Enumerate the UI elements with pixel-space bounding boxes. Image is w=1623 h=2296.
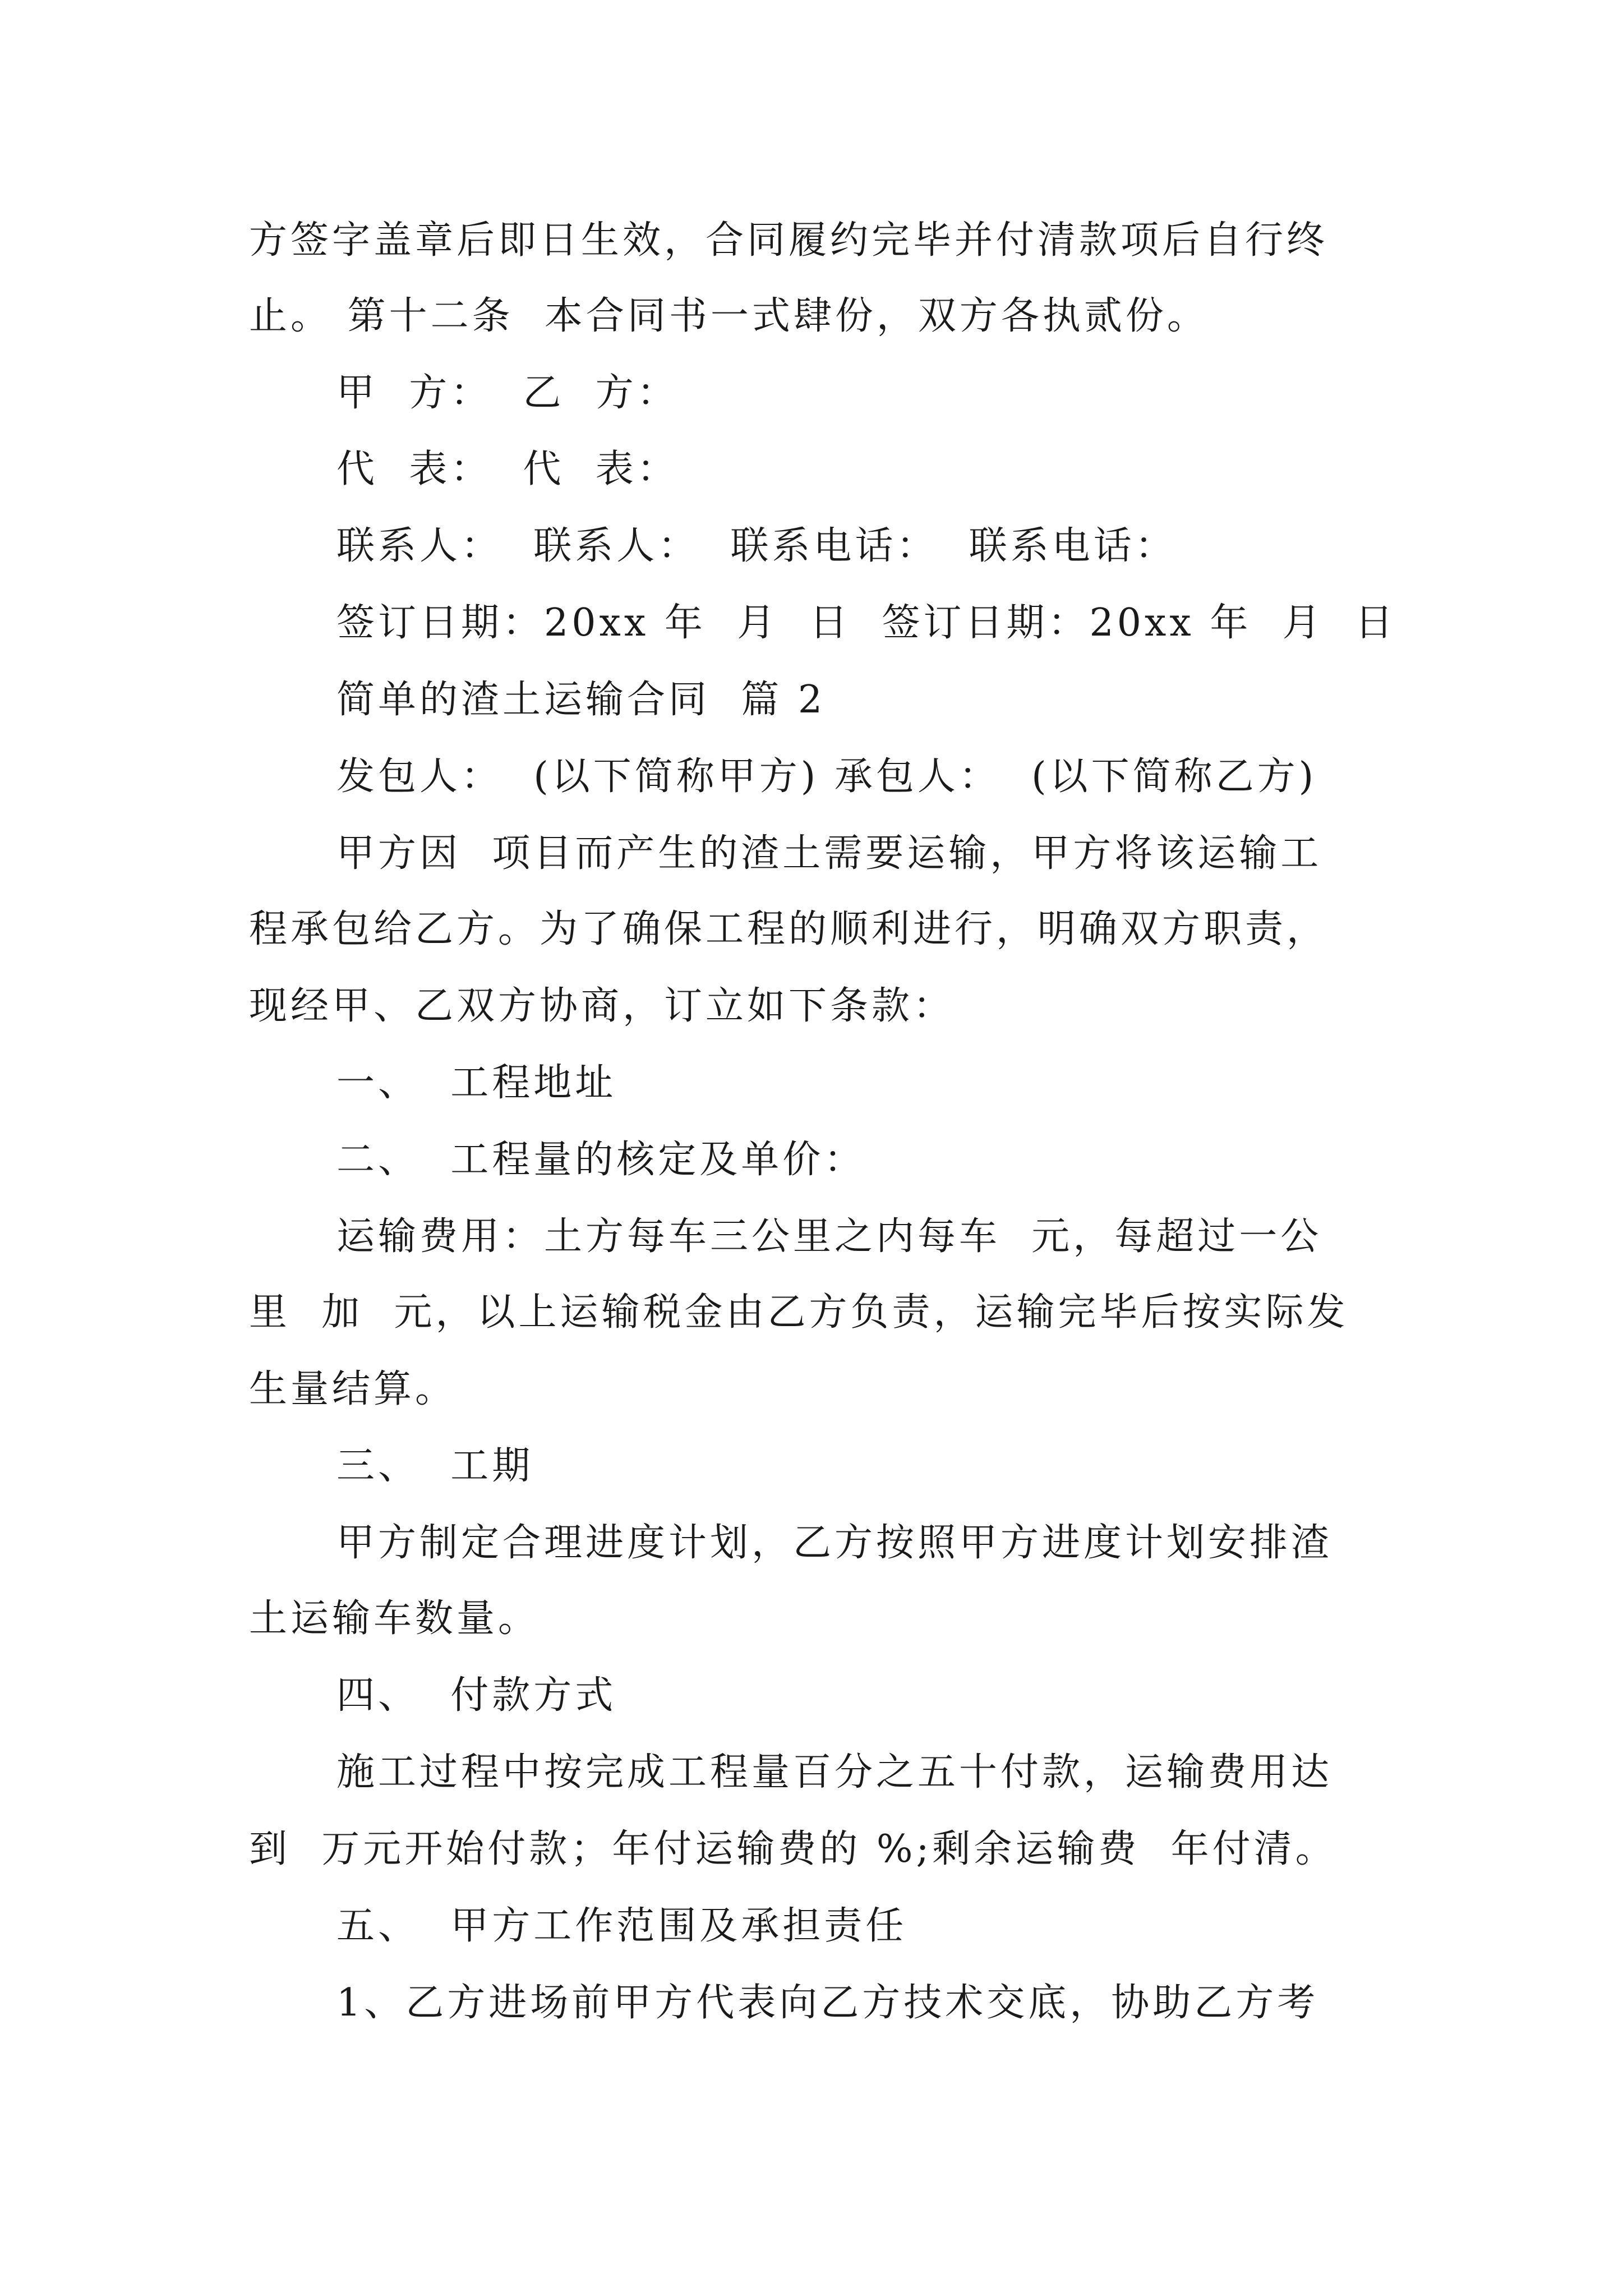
contact-label-line: 联系人： 联系人： 联系电话： 联系电话： [336,524,1177,568]
paragraph-line: 生量结算。 [249,1367,457,1411]
representative-label-line: 代 表： 代 表： [336,447,679,491]
paragraph-line: 土运输车数量。 [249,1596,540,1641]
paragraph-line: 现经甲、乙双方协商，订立如下条款： [249,984,955,1028]
paragraph-line: 甲方因 项目而产生的渣土需要运输，甲方将该运输工 [336,831,1322,876]
paragraph-line: 方签字盖章后即日生效，合同履约完毕并付清款项后自行终 [249,218,1329,263]
paragraph-line: 程承包给乙方。为了确保工程的顺利进行，明确双方职责， [249,907,1329,951]
paragraph-line: 运输费用：土方每车三公里之内每车 元，每超过一公 [336,1214,1322,1259]
section-title: 简单的渣土运输合同 篇 2 [336,678,826,722]
paragraph-line: 1、乙方进场前甲方代表向乙方技术交底，协助乙方考 [336,1981,1319,2025]
paragraph-line: 到 万元开始付款；年付运输费的 %;剩余运输费 年付清。 [249,1827,1337,1871]
paragraph-line: 甲方制定合理进度计划，乙方按照甲方进度计划安排渣 [336,1521,1333,1565]
clause-heading: 三、 工期 [336,1444,534,1488]
clause-heading: 五、 甲方工作范围及承担责任 [336,1904,907,1948]
clause-heading: 一、 工程地址 [336,1061,617,1105]
parties-line: 发包人： (以下简称甲方) 承包人： (以下简称乙方) [336,754,1317,799]
party-label-line: 甲 方： 乙 方： [336,371,679,415]
signing-date-line: 签订日期：20xx 年 月 日 签订日期：20xx 年 月 日 [336,601,1396,645]
paragraph-line: 里 加 元，以上运输税金由乙方负责，运输完毕后按实际发 [249,1290,1349,1335]
paragraph-line: 止。 第十二条 本合同书一式肆份，双方各执贰份。 [249,294,1209,338]
paragraph-line: 施工过程中按完成工程量百分之五十付款，运输费用达 [336,1750,1333,1795]
clause-heading: 二、 工程量的核定及单价： [336,1138,866,1182]
clause-heading: 四、 付款方式 [336,1673,617,1718]
